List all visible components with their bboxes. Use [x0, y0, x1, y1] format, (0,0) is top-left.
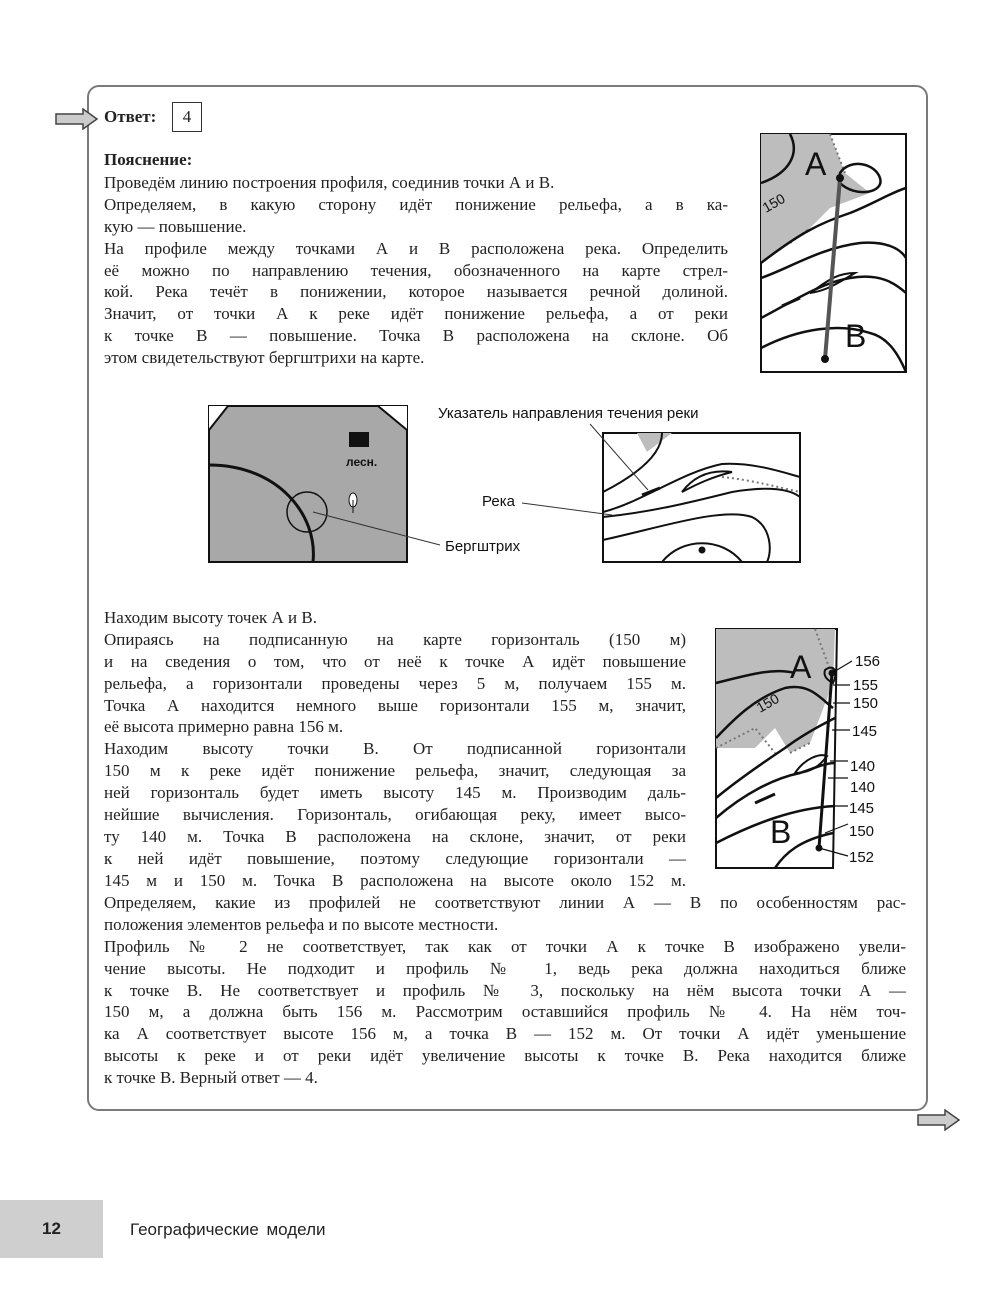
text-line: 150 м, а должна быть 156 м. Рассмотрим оставшийся профиль № 4. На нём точ-	[104, 1002, 906, 1022]
answer-label: Ответ:	[104, 107, 157, 126]
arrow-right-icon	[55, 108, 99, 130]
page-number: 12	[0, 1200, 103, 1258]
flow-pointer-label: Указатель направления течения реки	[438, 405, 699, 422]
text-line: её высота примерно равна 156 м.	[104, 717, 344, 737]
height-label: 140	[850, 758, 876, 775]
text-line: ней горизонталь будет иметь высоту 145 м. Производим даль-	[104, 783, 686, 803]
text-line: этом свидетельствуют бергштрихи на карте.	[104, 348, 425, 368]
map-profile-line	[760, 133, 908, 374]
height-label: 145	[852, 723, 878, 740]
text-line: 150 м к реке идёт понижение рельефа, значит, следующая за	[104, 761, 686, 781]
contour-label: 150	[760, 190, 788, 216]
text-line: к точке В — повышение. Точка В расположена на склоне. Об	[104, 326, 728, 346]
text-line: 145 м и 150 м. Точка В расположена на высоте около 152 м.	[104, 870, 686, 890]
map-point-b: B	[770, 814, 792, 850]
height-label: 155	[853, 677, 879, 694]
explanation-paragraph-3	[104, 892, 906, 1089]
height-label: 150	[849, 823, 875, 840]
text-line: Профиль № 2 не соответствует, так как от точки А к точке В изображено увели-	[104, 936, 906, 956]
text-line: Проведём линию построения профиля, соединив точки А и В.	[104, 173, 555, 192]
explanation-paragraph-2	[104, 607, 686, 892]
map-point-a: A	[805, 146, 827, 182]
map-point-a: A	[790, 649, 812, 685]
text-line: Находим высоту точек А и В.	[104, 608, 317, 627]
text-line: Определяем, какие из профилей не соответствуют линии А — В по особенностям рас-	[104, 893, 906, 912]
text-line: к точке В. Верный ответ — 4.	[104, 1068, 318, 1088]
text-line: ту 140 м. Точка В расположена на склоне, значит, от реки	[104, 826, 686, 846]
section-title: Географические модели	[130, 1220, 326, 1239]
forest-label: лесн.	[346, 455, 378, 469]
text-line: кую — повышение.	[104, 216, 247, 236]
text-line: положения элементов рельефа и по высоте местности.	[104, 914, 499, 934]
text-line: Значит, от точки А к реке идёт понижение рельефа, а от реки	[104, 304, 728, 324]
text-line: Точка А находится немного выше горизонтали 155 м, значит,	[104, 695, 686, 715]
bergstrich-label: Бергштрих	[445, 538, 521, 555]
text-line: Находим высоту точки В. От подписанной горизонтали	[104, 739, 686, 759]
river-label: Река	[482, 493, 515, 510]
text-line: чение высоты. Не подходит и профиль № 1, ведь река должна находиться ближе	[104, 958, 906, 978]
answer-value: 4	[172, 102, 202, 132]
text-line: рельефа, а горизонтали проведены через 5 м, получаем 155 м.	[104, 673, 686, 693]
height-label: 152	[849, 849, 875, 866]
text-line: к ней идёт повышение, поэтому следующие горизонтали —	[104, 848, 686, 868]
height-label: 156	[855, 653, 881, 670]
height-label: 145	[849, 800, 875, 817]
text-line: к точке В. Не соответствует и профиль № 3, поскольку на нём высота точки А —	[104, 980, 906, 1000]
text-line: Определяем, в какую сторону идёт понижение рельефа, а в ка-	[104, 194, 728, 214]
text-line: и на сведения о том, что от неё к точке А идёт повышение	[104, 651, 686, 671]
river-map	[602, 432, 802, 564]
map-heights	[715, 628, 915, 870]
arrow-next-icon	[917, 1109, 961, 1131]
explanation-heading: Пояснение:	[104, 150, 193, 169]
map-point-b: B	[845, 318, 867, 354]
text-line: кой. Река течёт в понижении, которое называется речной долиной.	[104, 282, 728, 302]
text-line: Опираясь на подписанную на карте горизонталь (150 м)	[104, 629, 686, 649]
contour-label: 150	[753, 690, 782, 716]
explanation-paragraph-1	[104, 172, 728, 369]
text-line: высоты к реке и от реки идёт увеличение высоты к точке В. Река находится ближе	[104, 1046, 906, 1066]
text-line: ка А соответствует высоте 156 м, а точка В — 152 м. От точки А идёт уменьшение	[104, 1024, 906, 1044]
text-line: её можно по направлению течения, обозначенного на карте стрел-	[104, 260, 728, 280]
height-label: 150	[853, 695, 879, 712]
height-label: 140	[850, 779, 876, 796]
text-line: На профиле между точками А и В расположена река. Определить	[104, 238, 728, 258]
bergstrich-map	[208, 405, 410, 565]
text-line: нейшие вычисления. Горизонталь, огибающая реку, имеет высо-	[104, 805, 686, 825]
